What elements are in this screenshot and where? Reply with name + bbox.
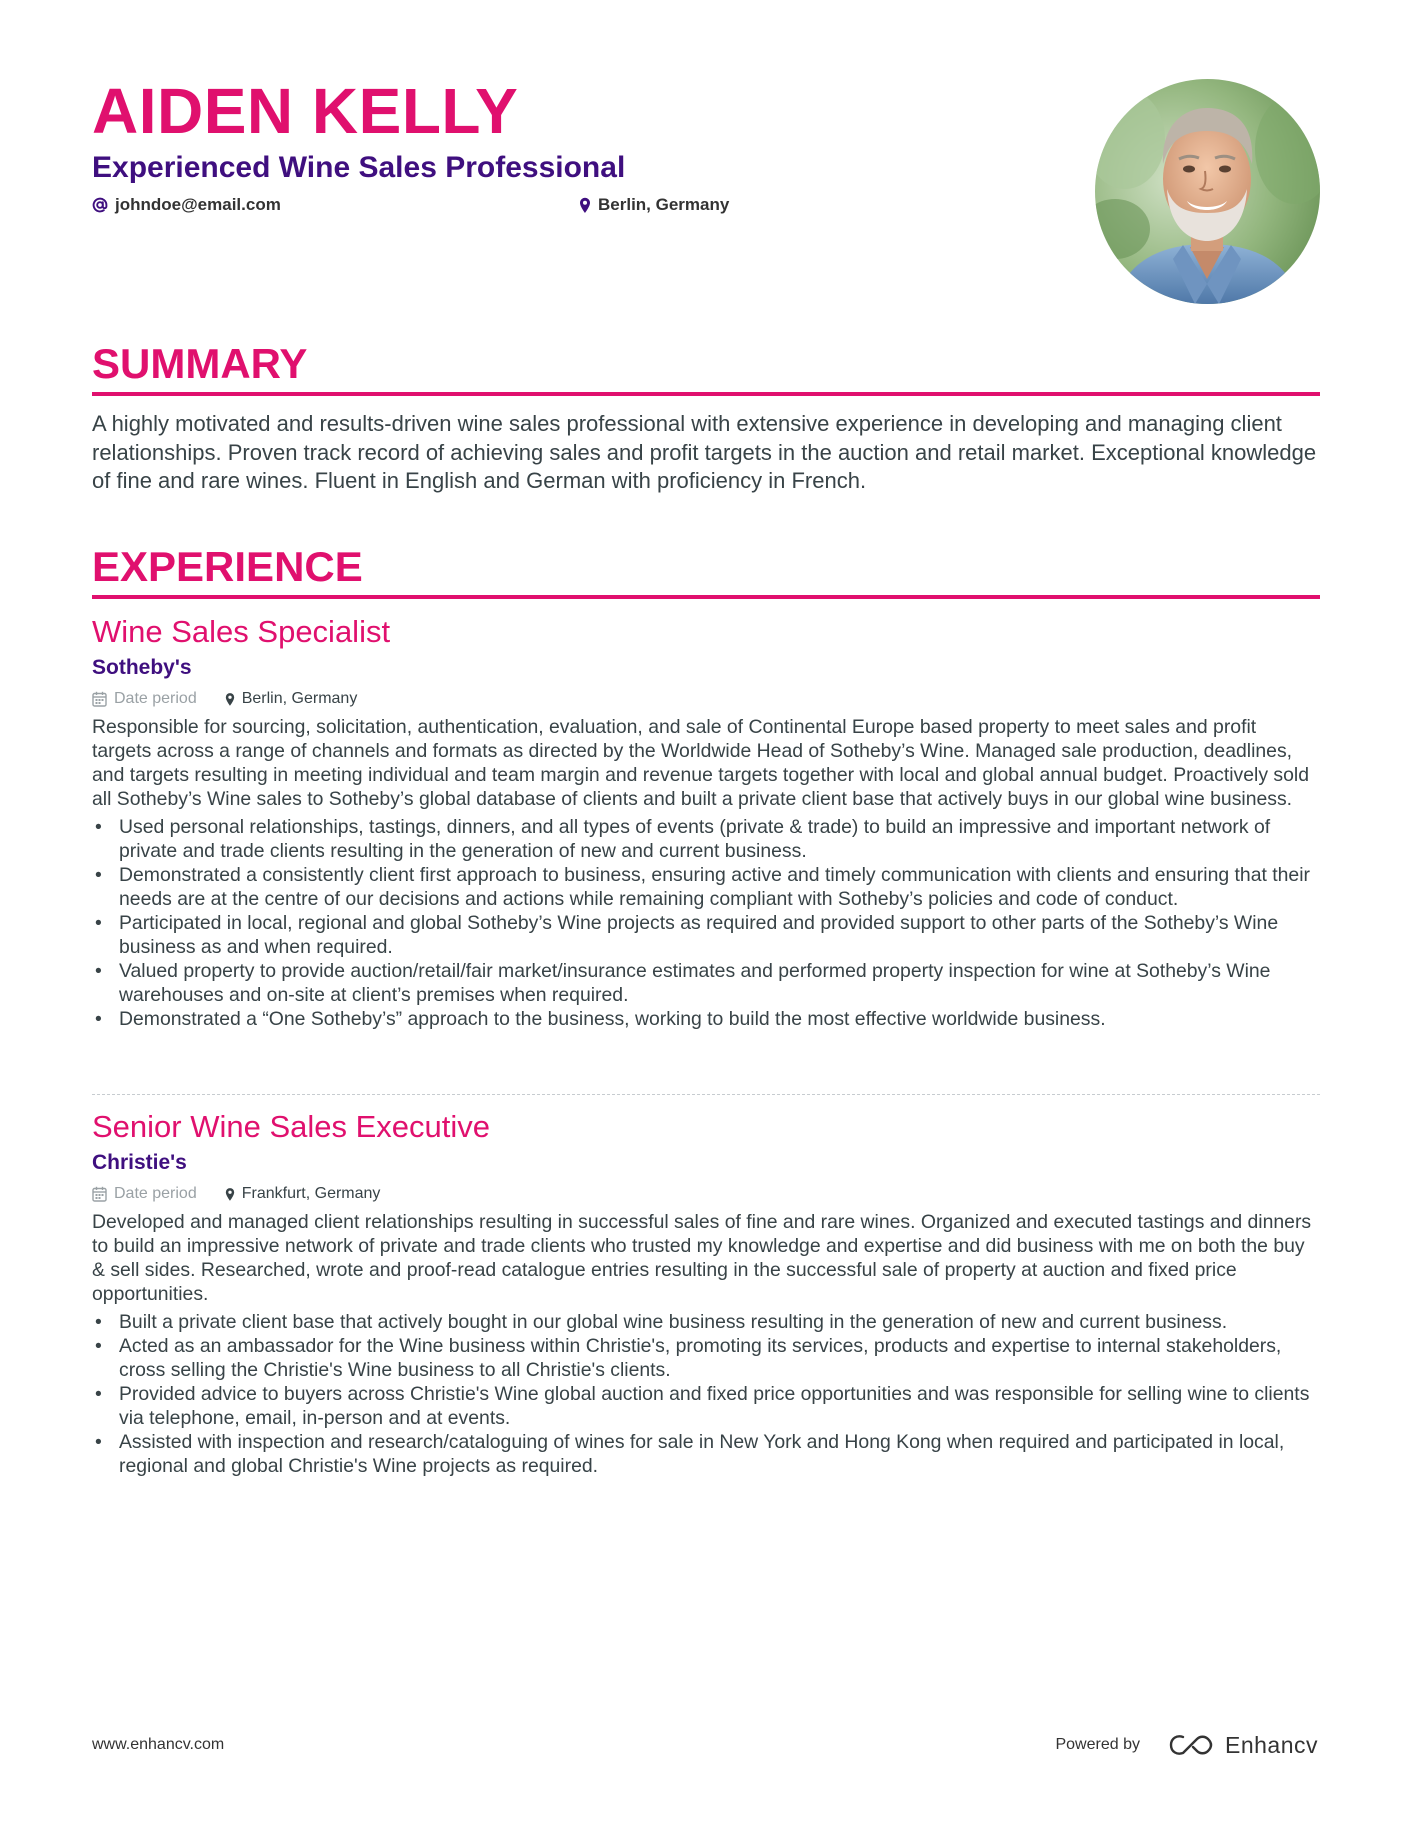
job-bullets bbox=[92, 1310, 1320, 1478]
company-name: Sotheby's bbox=[92, 656, 192, 679]
footer-brand[interactable] bbox=[1055, 1729, 1318, 1761]
experience-heading: EXPERIENCE bbox=[92, 543, 363, 590]
at-icon bbox=[92, 197, 108, 213]
location-contact bbox=[579, 193, 729, 217]
brand-name: Enhancv bbox=[1224, 1731, 1318, 1758]
contact-info bbox=[92, 193, 812, 217]
job-date-text: Date period bbox=[114, 1185, 197, 1202]
job-location bbox=[225, 1182, 381, 1206]
bullet-item: • Assisted with inspection and research/cataloguing of wines for sale in New York and Hong Kong when required and participated in local, regional and global Christie's Wine projects as required. bbox=[92, 1430, 1320, 1478]
map-pin-icon bbox=[225, 1187, 235, 1202]
job-location-text: Frankfurt, Germany bbox=[241, 1185, 381, 1202]
map-pin-icon bbox=[225, 692, 235, 707]
job-date bbox=[92, 1182, 197, 1206]
job-date bbox=[92, 687, 197, 711]
bullet-item: • Built a private client base that actively bought in our global wine business resulting in the generation of new and current business. bbox=[92, 1310, 1320, 1334]
calendar-icon bbox=[92, 1186, 107, 1202]
calendar-icon bbox=[92, 691, 107, 707]
bullet-item: • Provided advice to buyers across Christie's Wine global auction and fixed price opportunities and was responsible for selling wine to clients via telephone, email, in-person and at events. bbox=[92, 1382, 1320, 1430]
candidate-headline: Experienced Wine Sales Professional bbox=[92, 151, 626, 184]
job-location-text: Berlin, Germany bbox=[241, 690, 358, 707]
bullet-item: • Valued property to provide auction/retail/fair market/insurance estimates and performed property inspection for wine at Sotheby’s Wine warehouses and on-site at client’s premises when required. bbox=[92, 959, 1320, 1007]
company-name: Christie's bbox=[92, 1151, 187, 1174]
email-text: johndoe@email.com bbox=[115, 195, 281, 214]
footer-website-link[interactable]: www.enhancv.com bbox=[92, 1736, 225, 1753]
location-text: Berlin, Germany bbox=[598, 195, 730, 214]
job-meta bbox=[92, 687, 1320, 711]
summary-text: A highly motivated and results-driven wine sales professional with extensive experience in developing and managing client relationships. Proven track record of achieving sales and profit targets in the auction and retail market. Exceptional knowledge of fine and rare wines. Fluent in English and German with proficiency in French. bbox=[92, 411, 1317, 493]
email-contact[interactable] bbox=[92, 193, 281, 217]
job-meta bbox=[92, 1182, 1320, 1206]
job-location bbox=[225, 687, 358, 711]
powered-by-text: Powered by bbox=[1055, 1736, 1140, 1753]
bullet-item: • Demonstrated a “One Sotheby’s” approach to the business, working to build the most effective worldwide business. bbox=[92, 1007, 1320, 1031]
summary-heading: SUMMARY bbox=[92, 340, 308, 387]
bullet-item: • Participated in local, regional and global Sotheby’s Wine projects as required and provided support to other parts of the Sotheby’s Wine business as and when required. bbox=[92, 911, 1320, 959]
job-title: Wine Sales Specialist bbox=[92, 614, 391, 649]
bullet-item: • Used personal relationships, tastings, dinners, and all types of events (private & trade) to build an impressive and important network of private and trade clients resulting in the generation of new and current business. bbox=[92, 815, 1320, 863]
candidate-name: AIDEN KELLY bbox=[92, 75, 519, 147]
summary-rule bbox=[92, 392, 1320, 396]
job-description: Developed and managed client relationships resulting in successful sales of fine and rare wines. Organized and executed tastings and dinners to build an impressive network of private and trade clients who trusted my knowledge and expertise and did business with me on both the buy & sell sides. Researched, wrote and proof-read catalogue entries resulting in the successful sale of property at auction and fixed price opportunities. bbox=[92, 1211, 1312, 1305]
job-title: Senior Wine Sales Executive bbox=[92, 1109, 491, 1144]
experience-entry bbox=[92, 1107, 1320, 1478]
bullet-item: • Acted as an ambassador for the Wine business within Christie's, promoting its services, products and expertise to internal stakeholders, cross selling the Christie's Wine business to all Christie's clients. bbox=[92, 1334, 1320, 1382]
job-bullets bbox=[92, 815, 1320, 1031]
job-description: Responsible for sourcing, solicitation, authentication, evaluation, and sale of Continental Europe based property to meet sales and profit targets across a range of channels and formats as directed by the Worldwide Head of Sotheby’s Wine. Managed sale production, deadlines, and targets resulting in meeting individual and team margin and revenue targets together with local and global annual budget. Proactively sold all Sotheby’s Wine sales to Sotheby’s global database of clients and built a private client base that actively buys in our global wine business. bbox=[92, 716, 1309, 810]
map-pin-icon bbox=[579, 197, 591, 214]
bullet-item: • Demonstrated a consistently client first approach to business, ensuring active and timely communication with clients and ensuring that their needs are at the centre of our decisions and actions while remaining compliant with Sotheby’s policies and code of conduct. bbox=[92, 863, 1320, 911]
entry-divider bbox=[92, 1094, 1320, 1095]
profile-photo bbox=[1095, 79, 1320, 304]
enhancv-logo-icon bbox=[1167, 1732, 1215, 1758]
job-date-text: Date period bbox=[114, 690, 197, 707]
experience-entry bbox=[92, 612, 1320, 1031]
experience-rule bbox=[92, 595, 1320, 599]
